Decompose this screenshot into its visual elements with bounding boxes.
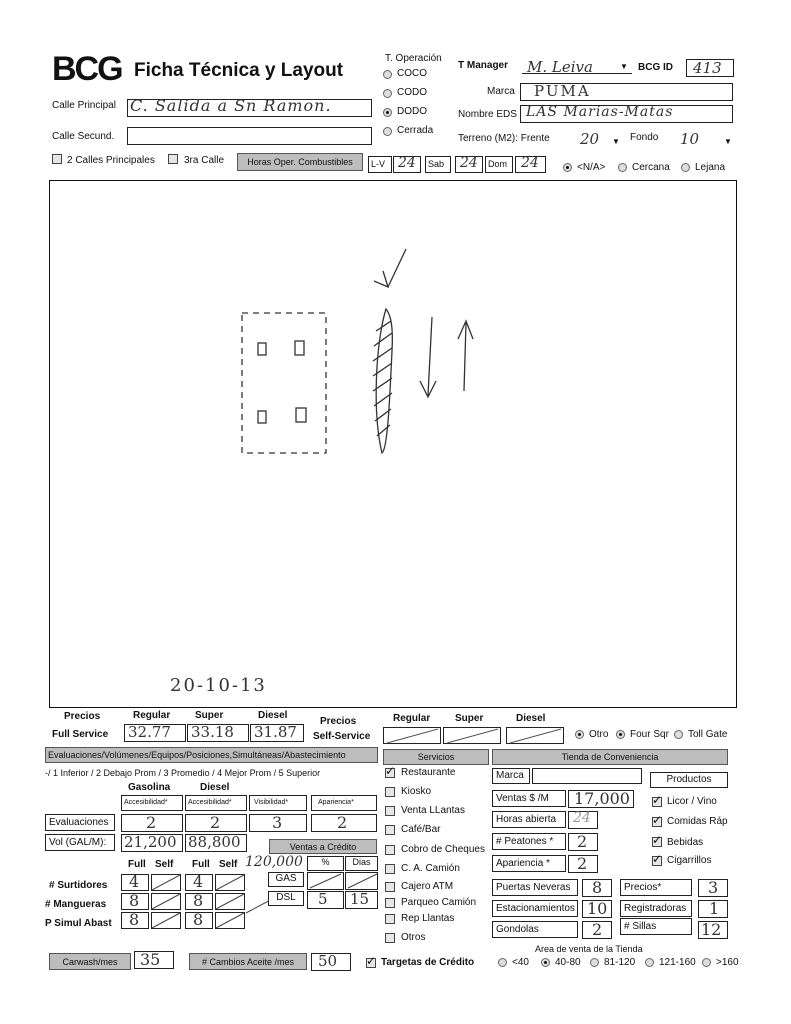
surt-dsl-full-value: 4	[193, 872, 204, 891]
prod-checkbox-licor[interactable]	[652, 797, 662, 807]
format-label-toll-gate: Toll Gate	[688, 729, 728, 740]
bcg-id-label: BCG ID	[638, 62, 673, 73]
median-outline	[376, 309, 392, 453]
serv-label-parqueo-camion: Parqueo Camión	[401, 897, 477, 908]
precios-full-label-2: Full Service	[52, 729, 109, 740]
area-radio-gt160[interactable]	[702, 958, 711, 967]
puertas-value: 8	[592, 878, 603, 897]
fondo-value: 10	[680, 130, 700, 148]
carwash-value: 35	[140, 950, 161, 969]
format-radio-toll-gate[interactable]	[674, 730, 683, 739]
format-radio-otro[interactable]	[575, 730, 584, 739]
self-diesel-label: Diesel	[516, 713, 546, 724]
area-label-40-80: 40-80	[555, 957, 581, 968]
precios-self-label-1: Precios	[320, 716, 357, 727]
cambios-aceite-button[interactable]: # Cambios Aceite /mes	[189, 953, 307, 970]
pump-3	[258, 411, 266, 423]
arrow-icon	[374, 249, 406, 287]
prox-label-na: <N/A>	[577, 162, 606, 173]
gondolas-label: Gondolas	[496, 924, 539, 935]
calle-secund-label: Calle Secund.	[52, 131, 115, 142]
gondolas-value: 2	[592, 920, 603, 939]
dsl-label: DSL	[276, 892, 296, 903]
op-label-codo: CODO	[397, 87, 427, 98]
calle-secund-field[interactable]	[127, 127, 372, 145]
surt-self-label-gas: Self	[155, 859, 174, 870]
mangueras-label: # Mangueras	[45, 899, 107, 910]
vol-total-value: 120,000	[245, 854, 303, 870]
surt-gas-full-value: 4	[129, 872, 140, 891]
pct-label: %	[321, 857, 330, 867]
format-radio-four-sqr[interactable]	[616, 730, 625, 739]
acc-gas-label: Accesibilidad*	[124, 799, 168, 806]
peatones-label: # Peatones *	[496, 836, 554, 847]
prod-checkbox-cigarrillos[interactable]	[652, 856, 662, 866]
dom-value: 24	[521, 155, 539, 171]
visibilidad-label-box	[249, 795, 307, 811]
servicios-header[interactable]: Servicios	[383, 749, 489, 765]
op-radio-cerrada[interactable]	[383, 127, 392, 136]
vol-label-box	[45, 834, 115, 851]
estacionamientos-label: Estacionamientos	[496, 903, 575, 914]
calle-principal-value: C. Salida a Sn Ramon.	[130, 96, 332, 115]
serv-checkbox-cobro-cheques[interactable]	[385, 845, 395, 855]
marca-value: PUMA	[534, 82, 591, 100]
marca-label: Marca	[487, 86, 515, 97]
pump-2	[295, 341, 304, 355]
dom-label-box	[485, 156, 513, 173]
fondo-label: Fondo	[630, 132, 659, 143]
gas-label-box	[268, 872, 304, 887]
tienda-marca-field[interactable]	[532, 768, 642, 784]
registradoras-label-box	[620, 900, 692, 917]
acc-dsl-label-box	[185, 795, 247, 811]
chevron-down-icon[interactable]: ▼	[620, 62, 628, 71]
evaluaciones-scale-text: 1 Inferior / 2 Debajo Prom / 3 Promedio / 4 Mejor Prom / 5 Superior	[53, 768, 321, 778]
serv-checkbox-parqueo-camion[interactable]	[385, 898, 395, 908]
serv-label-cobro-cheques: Cobro de Cheques	[401, 844, 485, 855]
prod-label-cigarrillos: Cigarrillos	[667, 855, 712, 866]
serv-label-cafe-bar: Café/Bar	[401, 824, 441, 835]
precios-tienda-label: Precios*	[624, 882, 662, 893]
self-regular-label: Regular	[393, 713, 431, 724]
down-arrow-icon	[420, 317, 436, 397]
dsl-pct-value: 5	[318, 890, 328, 908]
area-label-lt40: <40	[512, 957, 529, 968]
ventas-label-box	[492, 790, 566, 807]
area-label-gt160: >160	[716, 957, 739, 968]
pump-4	[296, 408, 306, 422]
area-label-121-160: 121-160	[659, 957, 696, 968]
gondolas-label-box	[492, 921, 578, 938]
prox-radio-cercana[interactable]	[618, 163, 627, 172]
pump-island-outline	[242, 313, 326, 453]
sillas-value: 12	[701, 920, 722, 939]
terreno-label: Terreno (M2): Frente	[458, 133, 550, 144]
serv-label-rep-llantas: Rep Llantas	[401, 913, 455, 924]
prox-label-lejana: Lejana	[695, 162, 726, 173]
frente-chevron-down-icon[interactable]: ▼	[612, 137, 620, 146]
diesel-label: Diesel	[258, 710, 288, 721]
bcg-id-value: 413	[693, 59, 722, 77]
productos-label-box	[650, 772, 728, 788]
self-super-label: Super	[455, 713, 484, 724]
tienda-apariencia-value: 2	[577, 854, 588, 873]
vol-gas-value: 21,200	[124, 833, 177, 851]
dias-label: Dias	[352, 857, 371, 867]
mang-gas-full-value: 8	[129, 891, 140, 910]
full-regular-value: 32.77	[128, 723, 171, 741]
puertas-label: Puertas Neveras	[496, 882, 571, 893]
gas-strikes	[307, 871, 379, 891]
serv-checkbox-restaurante[interactable]	[385, 768, 395, 778]
lv-value: 24	[398, 155, 416, 171]
simul-gas-full-value: 8	[129, 910, 140, 929]
tienda-marca-label-box	[492, 768, 530, 784]
tienda-apariencia-label: Apariencia *	[496, 858, 550, 869]
cambios-aceite-value: 50	[318, 952, 338, 970]
gasolina-label: Gasolina	[128, 782, 171, 793]
evaluaciones-label: Evaluaciones	[49, 817, 109, 828]
simul-label: P Simul Abast	[45, 918, 112, 929]
simul-dsl-full-value: 8	[193, 910, 204, 929]
area-radio-lt40[interactable]	[498, 958, 507, 967]
dom-label: Dom	[488, 159, 508, 169]
serv-label-otros: Otros	[401, 932, 426, 943]
serv-checkbox-rep-llantas[interactable]	[385, 914, 395, 924]
surt-full-label-dsl: Full	[192, 859, 210, 870]
sab-value: 24	[460, 155, 478, 171]
prox-radio-na[interactable]	[563, 163, 572, 172]
registradoras-value: 1	[709, 899, 720, 918]
dsl-label-box	[268, 891, 304, 906]
horas-oper-button[interactable]: Horas Oper. Combustibles	[237, 153, 363, 171]
credito-label: Targetas de Crédito	[381, 957, 475, 968]
t-operacion-label: T. Operación	[385, 53, 442, 64]
visibilidad-value: 3	[272, 813, 283, 832]
credito-checkbox[interactable]	[366, 958, 376, 968]
prod-checkbox-bebidas[interactable]	[652, 837, 662, 847]
tienda-apariencia-label-box	[492, 855, 566, 872]
peatones-label-box	[492, 833, 566, 850]
t-manager-value: M. Leiva	[527, 58, 593, 76]
prod-label-bebidas: Bebidas	[667, 837, 704, 848]
evaluaciones-scale: ‑/ 1 Inferior / 2 Debajo Prom / 3 Promedio / 4 Mejor Prom / 5 Superior	[45, 768, 321, 778]
peatones-value: 2	[577, 832, 588, 851]
apariencia-value: 2	[337, 813, 348, 832]
sketch-date: 20-10-13	[170, 675, 267, 696]
precios-tienda-label-box	[620, 879, 692, 896]
tercera-calle-checkbox[interactable]	[168, 154, 178, 164]
op-label-cerrada: Cerrada	[397, 125, 434, 136]
serv-checkbox-venta-llantas[interactable]	[385, 806, 395, 816]
serv-checkbox-kiosko[interactable]	[385, 787, 395, 797]
tercera-calle-label: 3ra Calle	[184, 155, 225, 166]
nombre-eds-value: LAS Marias-Matas	[526, 104, 674, 120]
area-label: Area de venta de la Tienda	[535, 944, 643, 954]
horas-label: Horas abierta	[496, 814, 557, 825]
op-label-dodo: DODO	[397, 106, 427, 117]
acc-gas-value: 2	[146, 813, 157, 832]
layout-sketch-area[interactable]	[49, 180, 737, 708]
serv-label-kiosko: Kiosko	[401, 786, 432, 797]
apariencia-label-box	[311, 795, 377, 811]
surt-full-label-gas: Full	[128, 859, 146, 870]
fondo-chevron-down-icon[interactable]: ▼	[724, 137, 732, 146]
serv-checkbox-cajero-atm[interactable]	[385, 882, 395, 892]
bcg-logo: BCG	[52, 50, 122, 88]
page-title: Ficha Técnica y Layout	[134, 60, 344, 81]
serv-label-venta-llantas: Venta LLantas	[401, 805, 465, 816]
full-diesel-value: 31.87	[254, 723, 297, 741]
self-price-strikes	[383, 726, 583, 746]
visibilidad-label: Visibilidad*	[254, 799, 289, 806]
prod-label-licor: Licor / Vino	[667, 796, 717, 807]
op-radio-codo[interactable]	[383, 89, 392, 98]
prod-checkbox-comidas[interactable]	[652, 817, 662, 827]
op-radio-dodo[interactable]	[383, 108, 392, 117]
acc-dsl-label: Accesibilidad*	[188, 799, 232, 806]
regular-label: Regular	[133, 710, 171, 721]
frente-value: 20	[580, 130, 600, 148]
carwash-button[interactable]: Carwash/mes	[49, 953, 131, 970]
precios-tienda-value: 3	[708, 878, 719, 897]
tienda-marca-label: Marca	[496, 770, 524, 781]
area-radio-40-80[interactable]	[541, 958, 550, 967]
dos-calles-label: 2 Calles Principales	[67, 155, 155, 166]
serv-checkbox-cafe-bar[interactable]	[385, 825, 395, 835]
mang-dsl-full-value: 8	[193, 891, 204, 910]
horas-value: 24	[573, 810, 591, 826]
evaluaciones-label-box	[45, 814, 115, 831]
surtidores-label: # Surtidores	[49, 880, 108, 891]
prox-radio-lejana[interactable]	[681, 163, 690, 172]
super-label: Super	[195, 710, 224, 721]
serv-label-ca-camion: C. A. Camión	[401, 863, 460, 874]
vol-dsl-value: 88,800	[188, 833, 241, 851]
lv-label-box	[368, 156, 392, 173]
ventas-credito-button[interactable]: Ventas a Crédito	[269, 839, 377, 854]
ventas-label: Ventas $ /M	[496, 793, 549, 804]
calle-principal-label: Calle Principal	[52, 100, 116, 111]
format-label-four-sqr: Four Sqr	[630, 729, 669, 740]
area-radio-121-160[interactable]	[645, 958, 654, 967]
registradoras-label: Registradoras	[624, 903, 687, 914]
horas-label-box	[492, 811, 566, 828]
sab-label-box	[425, 156, 451, 173]
eval-diesel-label: Diesel	[200, 782, 230, 793]
pct-label-box	[307, 856, 344, 871]
sab-label: Sab	[428, 159, 445, 169]
layout-sketch-drawing	[50, 181, 738, 709]
dsl-dias-value: 15	[350, 890, 370, 908]
estacionamientos-label-box	[492, 900, 578, 917]
serv-checkbox-otros[interactable]	[385, 933, 395, 943]
prod-label-comidas: Comidas Ráp	[667, 816, 728, 827]
up-arrow-icon	[458, 321, 473, 391]
apariencia-label: Apariencia*	[318, 799, 354, 806]
op-label-coco: COCO	[397, 68, 427, 79]
acc-dsl-value: 2	[210, 813, 221, 832]
full-super-value: 33.18	[191, 723, 234, 741]
self-column-strikes	[150, 873, 280, 933]
gas-label: GAS	[275, 873, 297, 884]
lv-label: L-V	[371, 159, 386, 169]
pump-1	[258, 343, 266, 355]
sillas-label-box	[620, 918, 692, 935]
nombre-eds-label: Nombre EDS	[458, 109, 517, 120]
area-label-81-120: 81-120	[604, 957, 636, 968]
precios-self-label-2: Self-Service	[313, 731, 371, 742]
estacionamientos-value: 10	[587, 899, 608, 918]
format-label-otro: Otro	[589, 729, 609, 740]
t-manager-label: T Manager	[458, 60, 509, 71]
evaluaciones-banner[interactable]: Evaluaciones/Volúmenes/Equipos/Posiciones,Simultáneas/Abastecimiento	[45, 747, 378, 763]
dias-label-box	[345, 856, 378, 871]
serv-label-restaurante: Restaurante	[401, 767, 456, 778]
acc-gas-label-box	[121, 795, 183, 811]
serv-label-cajero-atm: Cajero ATM	[401, 881, 454, 892]
precios-full-label-1: Precios	[64, 711, 101, 722]
vol-label: Vol (GAL/M):	[49, 837, 107, 848]
dos-calles-checkbox[interactable]	[52, 154, 62, 164]
op-radio-coco[interactable]	[383, 70, 392, 79]
ventas-value: 17,000	[574, 789, 630, 808]
serv-checkbox-ca-camion[interactable]	[385, 864, 395, 874]
productos-label: Productos	[666, 774, 712, 785]
sillas-label: # Sillas	[624, 921, 657, 932]
area-radio-81-120[interactable]	[590, 958, 599, 967]
tienda-header[interactable]: Tienda de Conveniencia	[492, 749, 728, 765]
surt-self-label-dsl: Self	[219, 859, 238, 870]
prox-label-cercana: Cercana	[632, 162, 670, 173]
puertas-label-box	[492, 879, 578, 896]
